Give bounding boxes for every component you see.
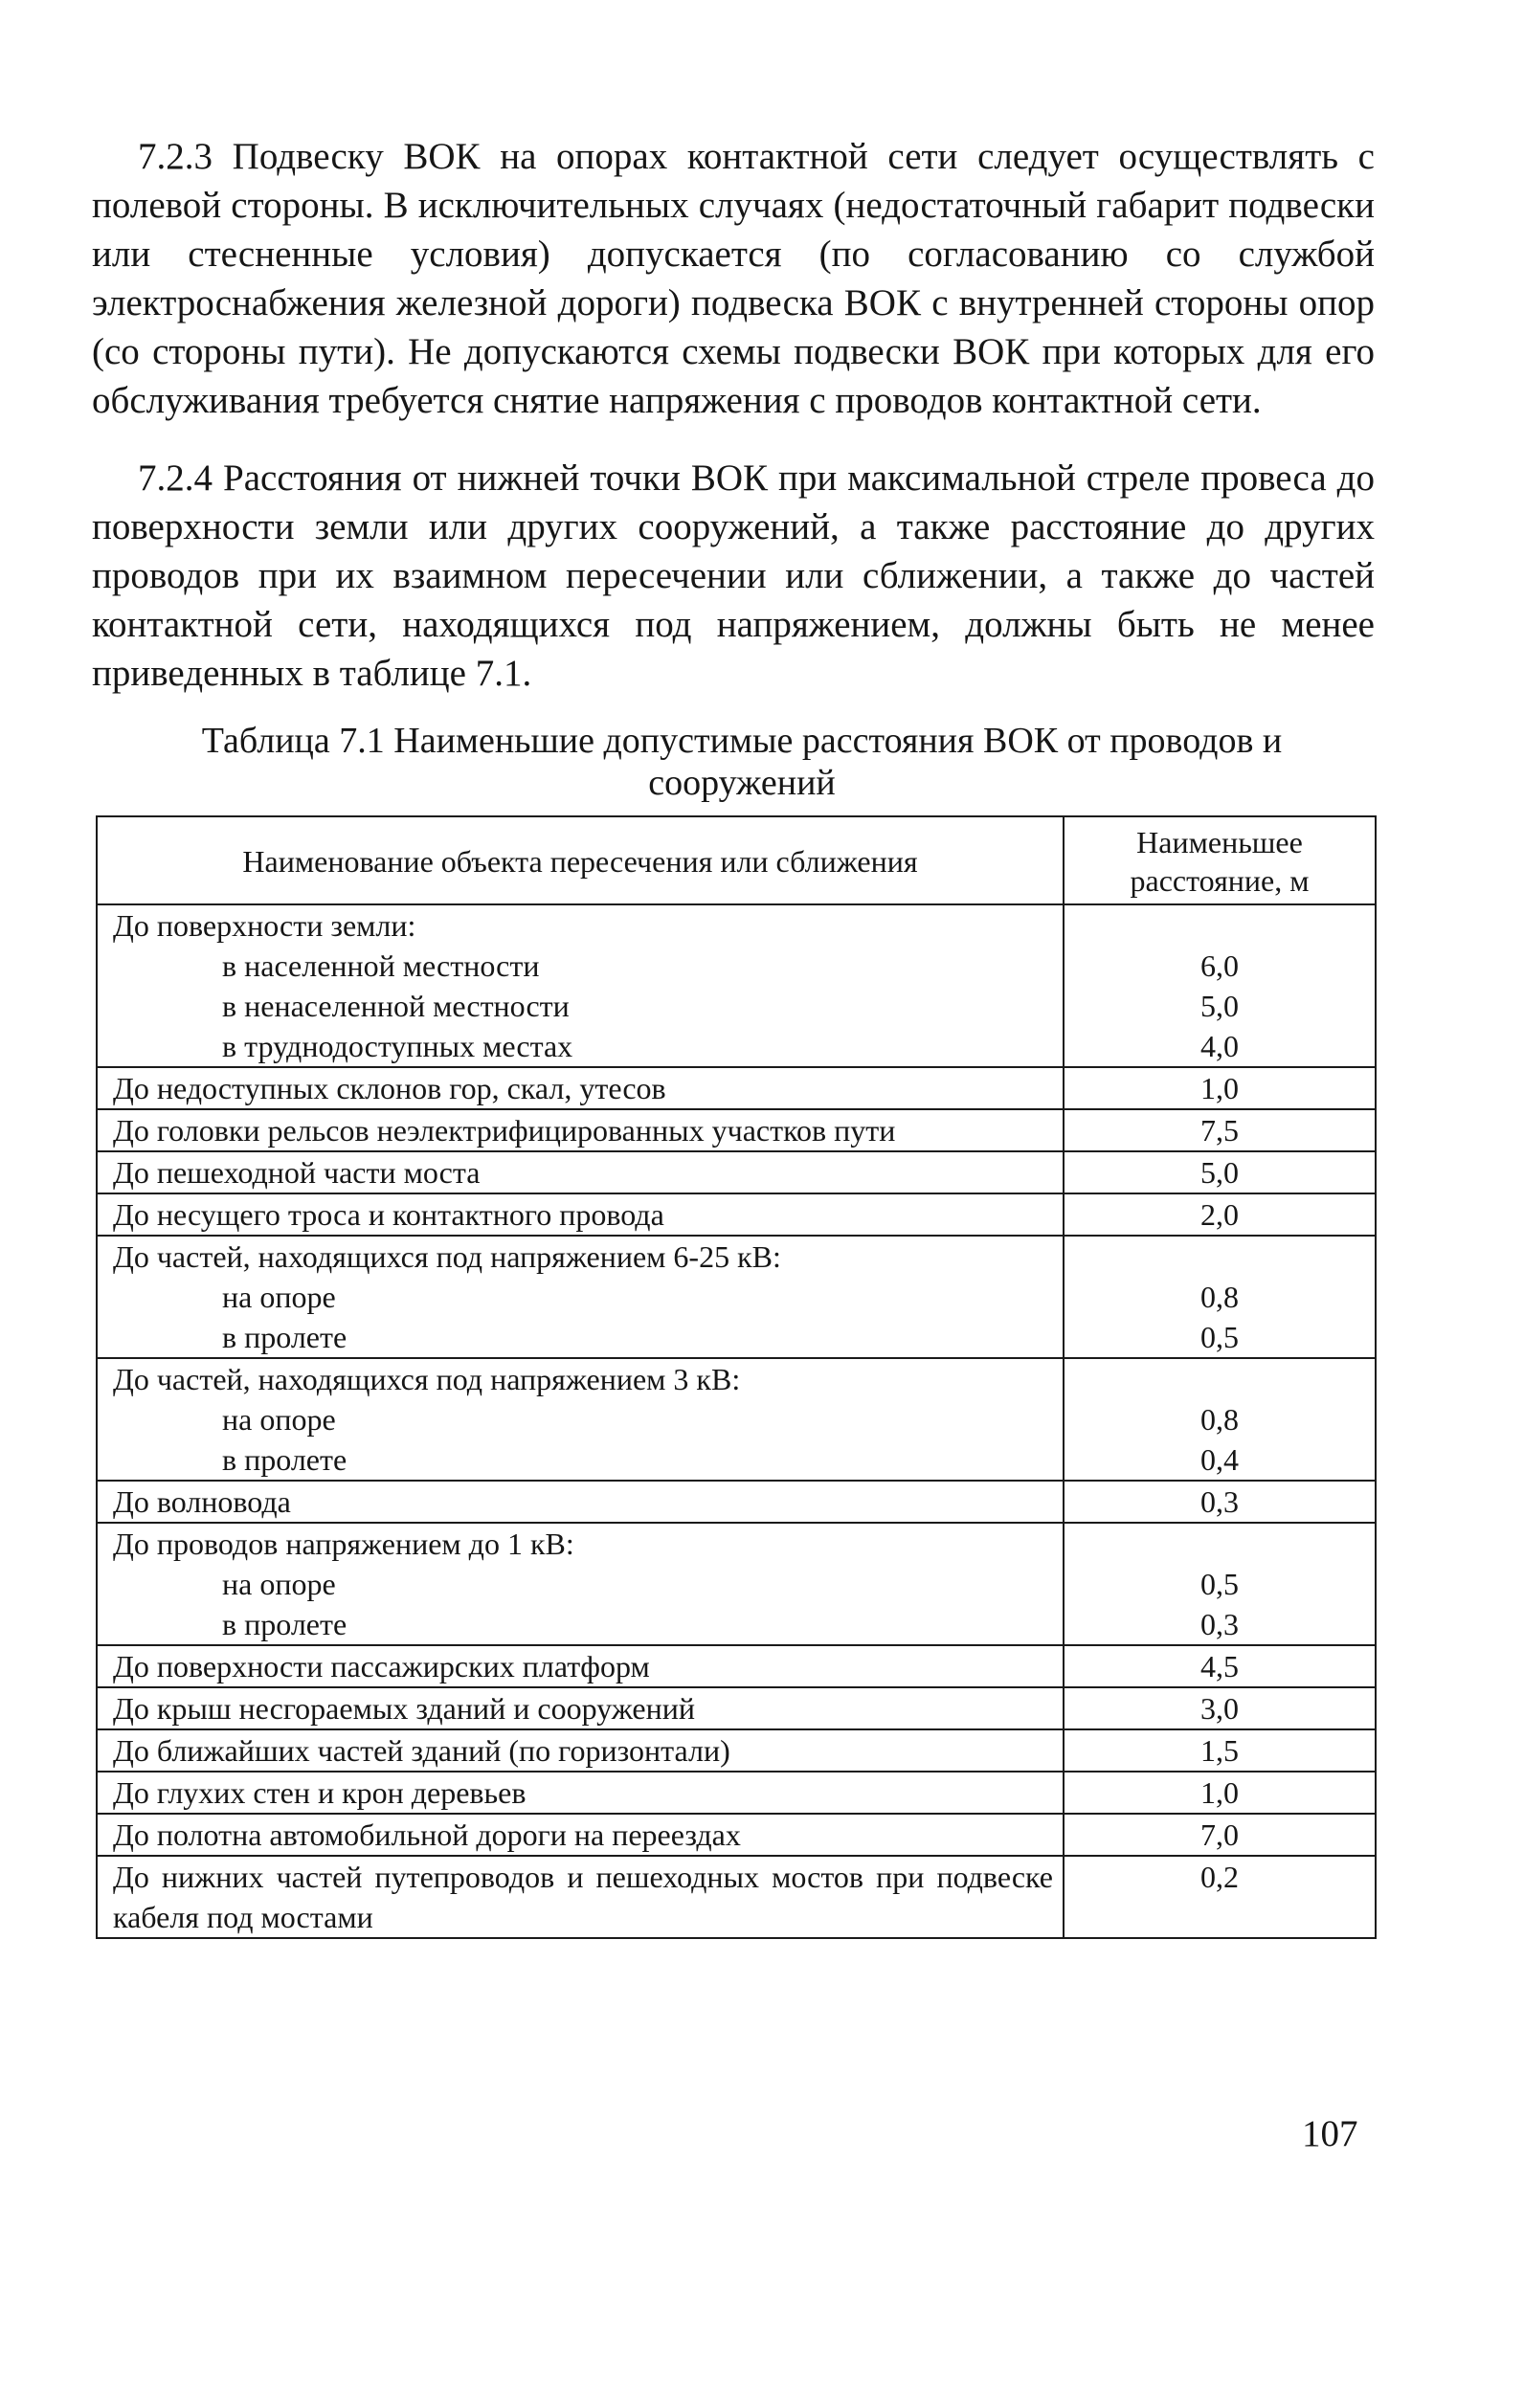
row-distance-value: 7,0 [1200,1817,1239,1852]
row-distance-value: 2,0 [1200,1197,1239,1232]
row-object-cell [97,1523,1064,1645]
row-distance-cell [1064,1109,1376,1151]
table-row [97,1236,1376,1358]
sub-item-label: на опоре [222,1567,336,1601]
row-object-label: До глухих стен и крон деревьев [113,1775,527,1810]
row-object-label: До волновода [113,1484,291,1519]
row-distance-value: 0,3 [1200,1484,1239,1519]
row-object-cell [97,1151,1064,1193]
table-header-row [97,816,1376,904]
sub-item-value: 6,0 [1200,948,1239,983]
row-distance-cell [1064,1151,1376,1193]
table-caption: Таблица 7.1 Наименьшие допустимые расстояния ВОК от проводов и сооружений [201,721,1283,803]
table-row [97,1814,1376,1856]
table-row [97,1358,1376,1481]
row-distance-value: 4,5 [1200,1649,1239,1683]
sub-item-value: 5,0 [1200,989,1239,1023]
row-distance-cell [1064,1193,1376,1236]
row-distance-value: 0,2 [1200,1860,1239,1894]
sub-item-value: 4,0 [1200,1029,1239,1063]
row-object-cell [97,1481,1064,1523]
row-distance-cell [1064,1481,1376,1523]
row-distance-cell [1064,1772,1376,1814]
distances-table-container [96,815,1375,1939]
row-object-cell [97,1772,1064,1814]
distances-table [96,815,1377,1939]
sub-item-label: в пролете [222,1607,347,1641]
sub-item-value: 0,4 [1200,1442,1239,1477]
table-row [97,1856,1376,1938]
header-object-name: Наименование объекта пересечения или сближения [97,816,1064,904]
row-distance-cell [1064,1729,1376,1772]
sub-item-label: в населенной местности [222,948,540,983]
table-row [97,1687,1376,1729]
sub-item-label: в пролете [222,1320,347,1354]
table-row [97,1193,1376,1236]
paragraph-text: 7.2.4 Расстояния от нижней точки ВОК при максимальной стреле провеса до поверхности земли или других сооружений, а также расстояние до других проводов при их взаимном пересечении или сближении, а также до частей контактной сети, находящихся под напряжением, должны быть не менее приведенных в таблице 7.1. [92,457,1375,694]
row-object-cell [97,1645,1064,1687]
sub-item-label: в пролете [222,1442,347,1477]
row-distance-cell [1064,1523,1376,1645]
row-object-label: До частей, находящихся под напряжением 3 кВ: [113,1362,741,1396]
row-object-cell [97,1729,1064,1772]
row-object-label: До поверхности пассажирских платформ [113,1649,650,1683]
row-object-label: До полотна автомобильной дороги на переездах [113,1817,741,1852]
row-object-cell [97,1193,1064,1236]
sub-item-value: 0,8 [1200,1402,1239,1437]
table-row [97,1523,1376,1645]
table-row [97,1645,1376,1687]
row-object-cell [97,1067,1064,1109]
sub-item-label: на опоре [222,1402,336,1437]
row-object-label: До недоступных склонов гор, скал, утесов [113,1071,666,1105]
row-object-cell [97,1687,1064,1729]
row-object-label: До головки рельсов неэлектрифицированных участков пути [113,1113,896,1148]
row-distance-cell [1064,1645,1376,1687]
row-distance-cell [1064,1067,1376,1109]
row-object-label: До частей, находящихся под напряжением 6-25 кВ: [113,1239,781,1274]
paragraph-text: 7.2.3 Подвеску ВОК на опорах контактной сети следует осуществлять с полевой стороны. В исключительных случаях (недостаточный габарит подвески или стесненные условия) допускается (по согласованию со службой электроснабжения железной дороги) подвеска ВОК с внутренней стороны опор (со стороны пути). Не допускаются схемы подвески ВОК при которых для его обслуживания требуется снятие напряжения с проводов контактной сети. [92,136,1375,421]
sub-item-value: 0,3 [1200,1607,1239,1641]
row-object-label: До проводов напряжением до 1 кВ: [113,1527,574,1561]
row-distance-cell [1064,1687,1376,1729]
row-distance-cell [1064,1814,1376,1856]
sub-item-value: 0,5 [1200,1567,1239,1601]
sub-item-value: 0,8 [1200,1280,1239,1314]
sub-item-label: в ненаселенной местности [222,989,570,1023]
row-distance-value [1065,1524,1375,1564]
row-distance-value: 5,0 [1200,1155,1239,1190]
row-object-label: До ближайших частей зданий (по горизонтали) [113,1733,730,1768]
row-distance-cell [1064,1856,1376,1938]
table-row [97,1772,1376,1814]
header-min-distance: Наименьшее расстояние, м [1064,816,1376,904]
row-object-label: До пешеходной части моста [113,1155,481,1190]
row-distance-cell [1064,1358,1376,1481]
row-distance-value [1065,1359,1375,1399]
row-object-cell [97,1109,1064,1151]
row-object-label: До поверхности земли: [113,908,416,943]
row-distance-value: 3,0 [1200,1691,1239,1726]
row-distance-value: 1,5 [1200,1733,1239,1768]
table-row [97,1067,1376,1109]
row-distance-value [1065,1237,1375,1277]
row-distance-value: 1,0 [1200,1071,1239,1105]
sub-item-label: в труднодоступных местах [222,1029,573,1063]
table-row [97,904,1376,1067]
row-distance-value: 7,5 [1200,1113,1239,1148]
row-object-cell [97,1358,1064,1481]
row-object-cell [97,1236,1064,1358]
paragraph-7-2-4 [92,454,1375,698]
row-object-cell [97,1856,1064,1938]
table-row [97,1729,1376,1772]
row-distance-value: 1,0 [1200,1775,1239,1810]
row-object-label: До нижних частей путепроводов и пешеходных мостов при подвеске кабеля под мостами [113,1860,1053,1934]
row-distance-cell [1064,904,1376,1067]
table-row [97,1109,1376,1151]
sub-item-value: 0,5 [1200,1320,1239,1354]
row-distance-cell [1064,1236,1376,1358]
sub-item-label: на опоре [222,1280,336,1314]
paragraph-7-2-3 [92,132,1375,425]
table-row [97,1151,1376,1193]
row-object-label: До несущего троса и контактного провода [113,1197,664,1232]
page-number: 107 [1302,2113,1358,2154]
table-body [97,904,1376,1938]
row-object-label: До крыш несгораемых зданий и сооружений [113,1691,695,1726]
row-object-cell [97,1814,1064,1856]
row-object-cell [97,904,1064,1067]
table-row [97,1481,1376,1523]
row-distance-value [1065,905,1375,946]
